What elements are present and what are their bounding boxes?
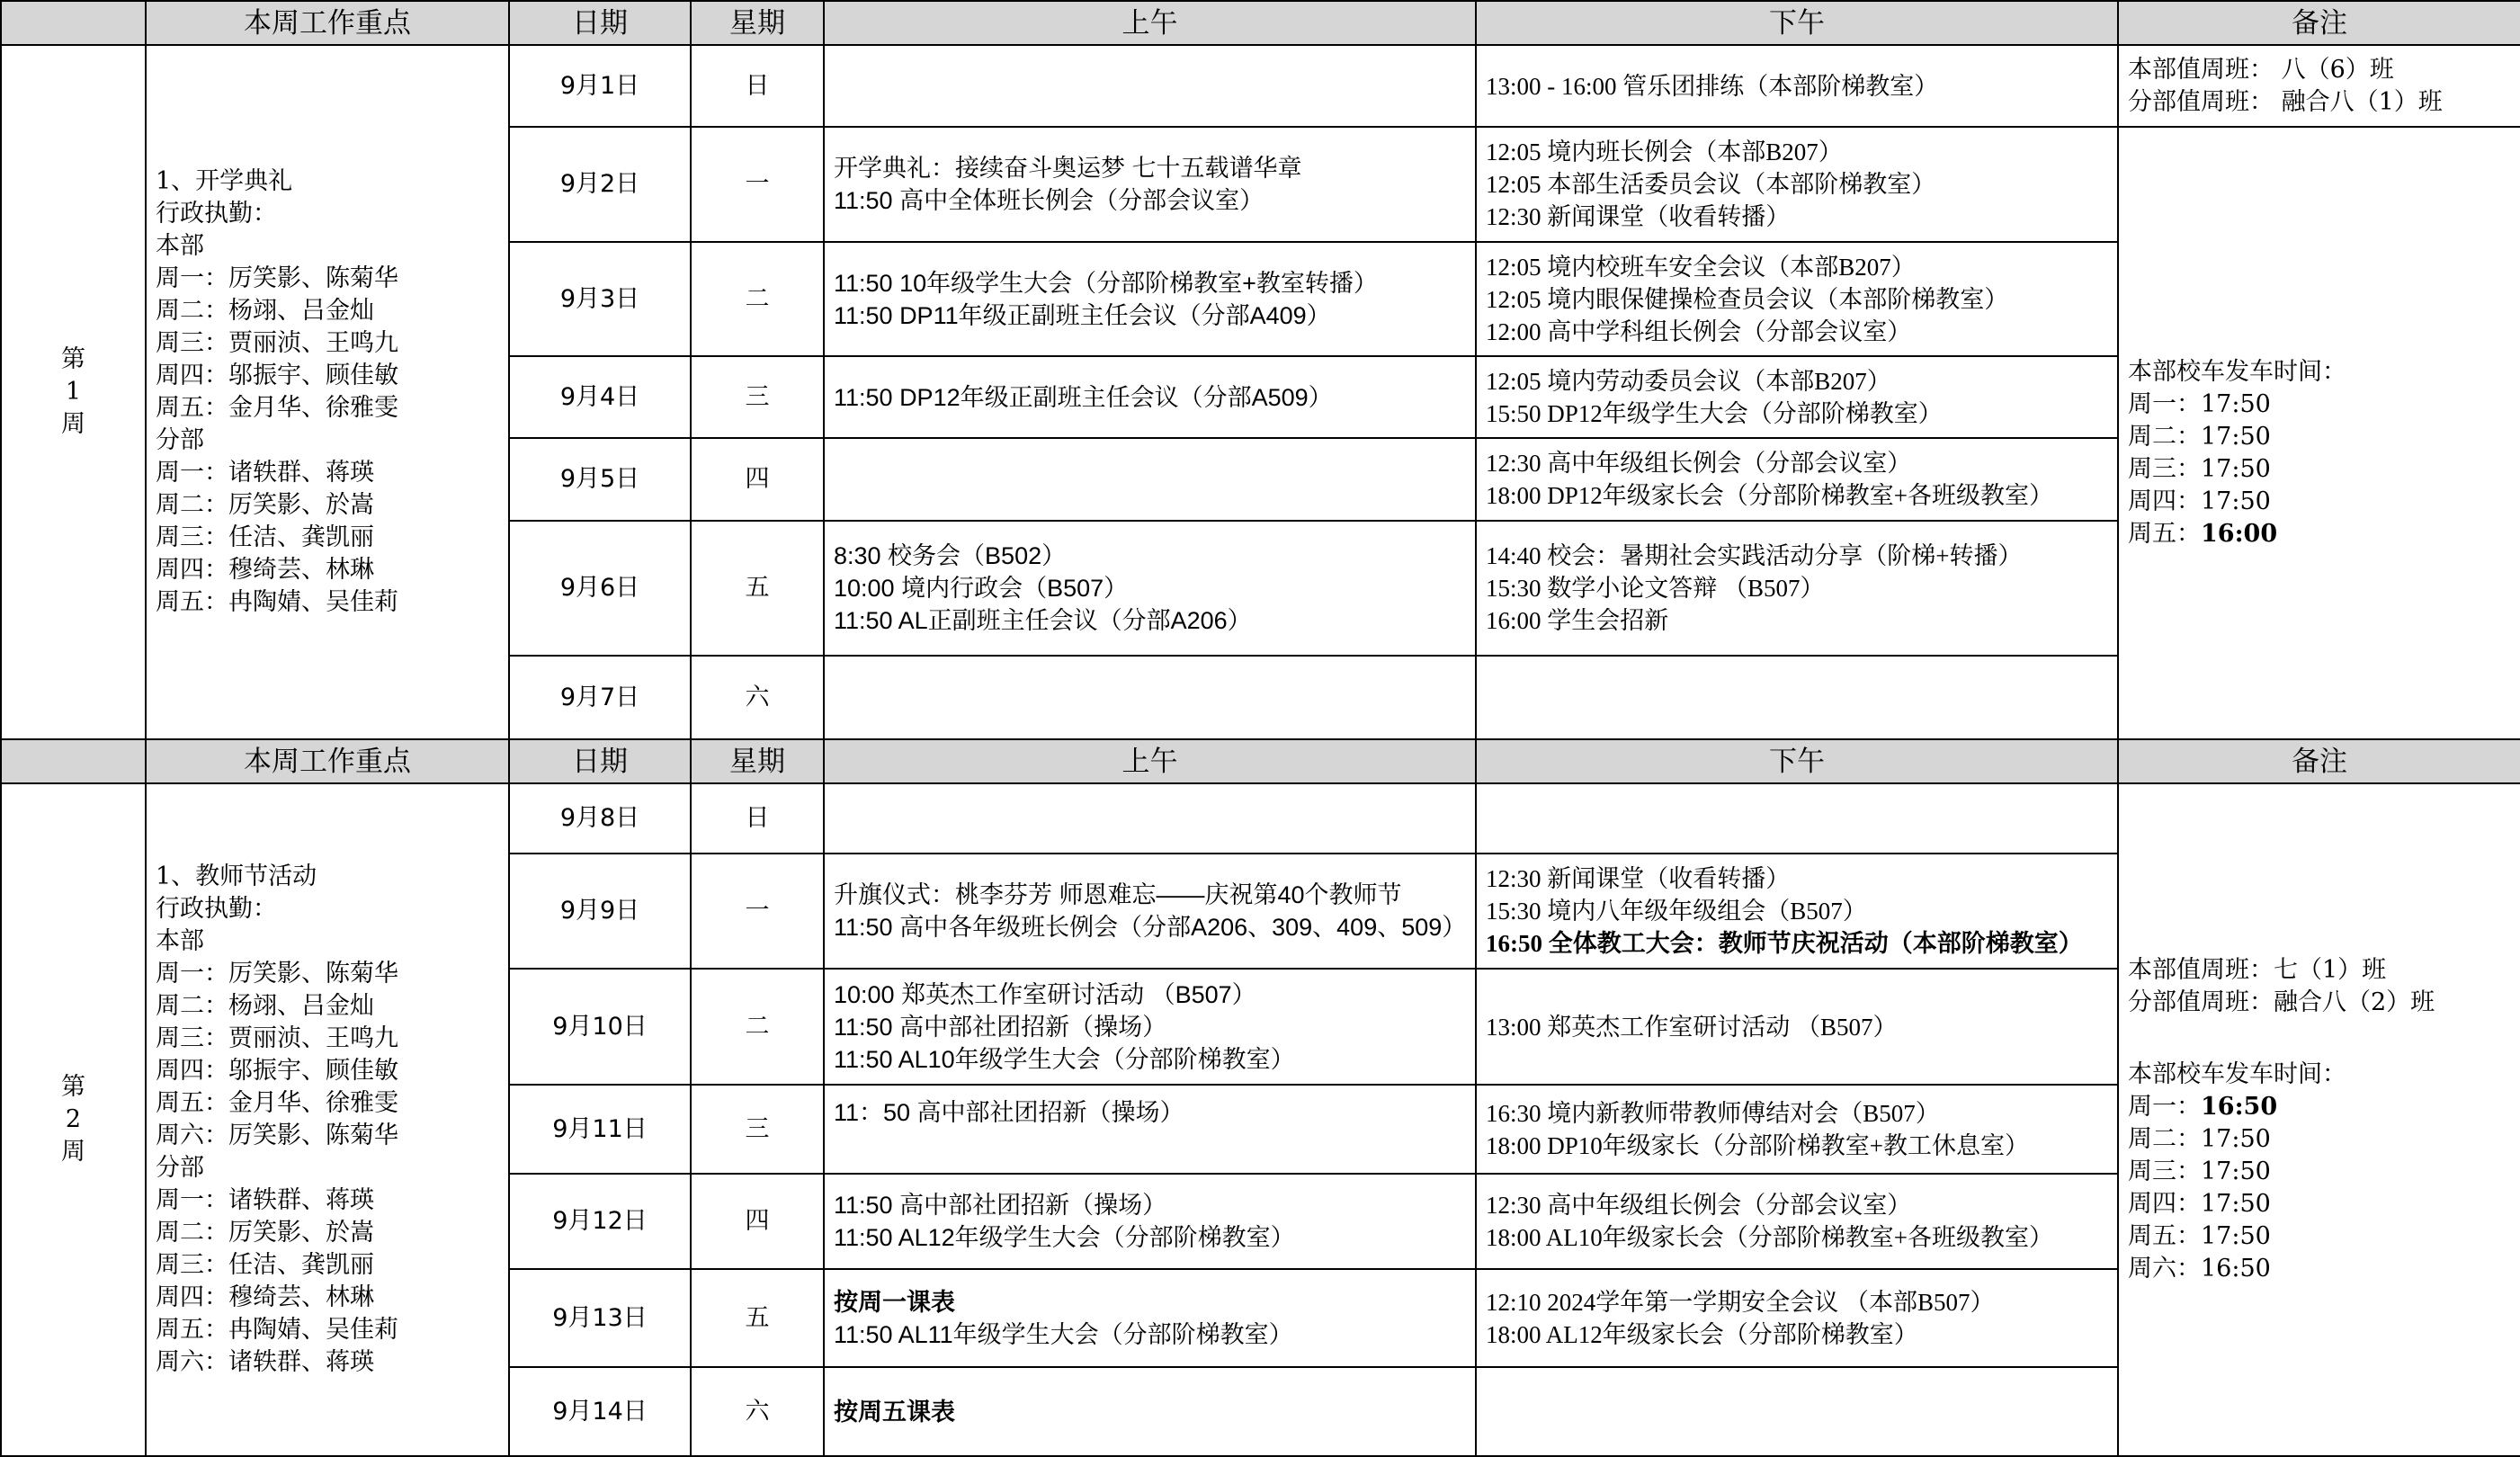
week1-date-2: 9月2日	[509, 127, 691, 242]
text-fragment: 17:50	[2201, 422, 2271, 451]
week2-pm-6	[1476, 1269, 2118, 1367]
text-line: 8:30 校务会（B502）	[834, 542, 1067, 569]
week1-date-3: 9月3日	[509, 242, 691, 356]
text-line: 按周一课表	[834, 1288, 955, 1316]
week1-pm-4	[1476, 356, 2118, 438]
text-line: 本部值周班： 八（6）班	[2128, 55, 2394, 84]
week1-weekday-4: 三	[691, 356, 824, 438]
header-blank	[1, 1, 146, 45]
text-line: 11:50 10年级学生大会（分部阶梯教室+教室转播）	[834, 269, 1378, 297]
text-line: 按周五课表	[834, 1398, 955, 1426]
text-line: 18:00 AL10年级家长会（分部阶梯教室+各班级教室）	[1486, 1224, 2053, 1251]
text-fragment: 周一：	[2128, 389, 2201, 418]
text-line: 15:50 DP12年级学生大会（分部阶梯教室）	[1486, 399, 1943, 427]
text-line: 第	[61, 1073, 85, 1101]
week2-pm-4	[1476, 1085, 2118, 1174]
text-line: 11:50 高中部社团招新（操场）	[834, 1013, 1167, 1041]
text-fragment: 周二：	[2128, 422, 2201, 451]
week1-weekday-5: 四	[691, 438, 824, 521]
text-line: 10:00 境内行政会（B507）	[834, 575, 1129, 602]
header-blank-2	[1, 739, 146, 783]
text-fragment: 17:50	[2201, 1190, 2271, 1218]
text-line: 12:05 境内校班车安全会议（本部B207）	[1486, 253, 1916, 281]
text-line: 12:05 境内班长例会（本部B207）	[1486, 139, 1843, 165]
week2-weekday-5: 四	[691, 1174, 824, 1269]
week1-am-5	[824, 438, 1476, 521]
text-line: 11:50 DP11年级正副班主任会议（分部A409）	[834, 301, 1331, 329]
week1-weekday-2: 一	[691, 127, 824, 242]
week1-am-7	[824, 656, 1476, 739]
text-line: 18:00 DP10年级家长（分部阶梯教室+教工休息室）	[1486, 1131, 2029, 1159]
text-line: 周四：邬振宇、顾佳敏	[156, 1057, 398, 1085]
week2-pm-5	[1476, 1174, 2118, 1269]
week1-duty-notes	[2118, 45, 2520, 127]
week2-focus	[146, 783, 509, 1456]
text-fragment: 16:50	[2201, 1255, 2271, 1283]
text-fragment: 17:50	[2201, 1158, 2271, 1185]
text-line	[2128, 1123, 2511, 1156]
text-fragment: 周三：	[2128, 1158, 2201, 1185]
week1-am-1	[824, 45, 1476, 127]
text-line	[2128, 1188, 2511, 1220]
text-line: 12:00 高中学科组长例会（分部会议室）	[1486, 317, 1912, 345]
text-line: 18:00 AL12年级家长会（分部阶梯教室）	[1486, 1320, 1918, 1348]
text-fragment: 周五：	[2128, 1222, 2201, 1250]
week1-date-7: 9月7日	[509, 656, 691, 739]
text-line: 行政执勤：	[156, 895, 277, 923]
text-line: 开学典礼：接续奋斗奥运梦 七十五载谱华章	[834, 155, 1302, 182]
text-line: 11：50 高中部社团招新（操场）	[834, 1099, 1184, 1126]
text-line: 周二：厉笑影、於嵩	[156, 491, 374, 519]
text-line: 本部值周班：七（1）班	[2128, 956, 2387, 984]
text-line: 分部	[156, 426, 204, 454]
week2-date-1: 9月8日	[509, 783, 691, 854]
text-line: 12:05 境内眼保健操检查员会议（本部阶梯教室）	[1486, 285, 2009, 313]
text-line: 12:30 高中年级组长例会（分部会议室）	[1486, 450, 1912, 477]
week2-date-3: 9月10日	[509, 969, 691, 1085]
week2-am-1	[824, 783, 1476, 854]
text-line: 周一：厉笑影、陈菊华	[156, 264, 398, 292]
text-line: 16:50 全体教工大会：教师节庆祝活动（本部阶梯教室）	[1486, 930, 2083, 957]
text-line: 10:00 郑英杰工作室研讨活动 （B507）	[834, 980, 1256, 1008]
text-line: 16:00 学生会招新	[1486, 607, 1669, 634]
text-line	[2128, 486, 2511, 518]
text-line: 周一：诸轶群、蒋瑛	[156, 459, 374, 487]
week1-bus-notes	[2118, 127, 2520, 739]
text-line: 16:30 境内新教师带教师傅结对会（B507）	[1486, 1099, 1940, 1127]
week2-pm-2	[1476, 854, 2118, 969]
header-morning-2: 上午	[824, 739, 1476, 783]
text-line: 11:50 高中部社团招新（操场）	[834, 1192, 1167, 1219]
text-fragment: 周一：	[2128, 1093, 2201, 1121]
text-fragment: 周五：	[2128, 519, 2201, 548]
header-notes: 备注	[2118, 1, 2520, 45]
text-fragment: 17:50	[2201, 1222, 2271, 1250]
text-fragment: 周三：	[2128, 454, 2201, 483]
text-line: 11:50 AL10年级学生大会（分部阶梯教室）	[834, 1045, 1295, 1073]
week2-date-7: 9月14日	[509, 1367, 691, 1456]
week1-label	[1, 45, 146, 739]
text-line: 12:10 2024学年第一学期安全会议 （本部B507）	[1486, 1288, 1995, 1316]
spacer	[2128, 317, 2511, 356]
week1-pm-7	[1476, 656, 2118, 739]
text-line: 2	[65, 1105, 82, 1133]
text-line: 12:05 境内劳动委员会议（本部B207）	[1486, 367, 1891, 395]
text-fragment: 17:50	[2201, 1125, 2271, 1153]
week2-notes	[2118, 783, 2520, 1456]
text-line: 周一：诸轶群、蒋瑛	[156, 1186, 374, 1214]
week1-row-1	[1, 45, 2520, 127]
text-fragment: 16:00	[2201, 519, 2278, 548]
text-line: 本部校车发车时间：	[2128, 357, 2346, 386]
text-line	[2128, 1220, 2511, 1253]
week1-pm-2	[1476, 127, 2118, 242]
week2-weekday-1: 日	[691, 783, 824, 854]
week1-date-1: 9月1日	[509, 45, 691, 127]
week2-pm-1	[1476, 783, 2118, 854]
text-line: 11:50 AL正副班主任会议（分部A206）	[834, 607, 1252, 634]
week1-am-2	[824, 127, 1476, 242]
text-line: 11:50 DP12年级正副班主任会议（分部A509）	[834, 383, 1333, 411]
week2-weekday-2: 一	[691, 854, 824, 969]
text-line: 周六：诸轶群、蒋瑛	[156, 1348, 374, 1376]
text-line: 周五：冉陶婧、吴佳莉	[156, 588, 398, 616]
text-line: 14:40 校会：暑期社会实践活动分享（阶梯+转播）	[1486, 542, 2023, 569]
text-line: 18:00 DP12年级家长会（分部阶梯教室+各班级教室）	[1486, 482, 2053, 509]
week2-date-5: 9月12日	[509, 1174, 691, 1269]
text-line: 周二：厉笑影、於嵩	[156, 1219, 374, 1247]
text-line: 12:30 高中年级组长例会（分部会议室）	[1486, 1192, 1912, 1219]
text-fragment: 周二：	[2128, 1125, 2201, 1153]
week1-pm-1	[1476, 45, 2118, 127]
text-line: 行政执勤：	[156, 200, 277, 228]
text-line: 周四：穆绮芸、林琳	[156, 556, 374, 584]
text-fragment: 周四：	[2128, 1190, 2201, 1218]
week1-am-4	[824, 356, 1476, 438]
text-line: 分部	[156, 1154, 204, 1182]
text-line: 周	[61, 410, 85, 438]
week1-header-row	[1, 1, 2520, 45]
text-line: 周六：厉笑影、陈菊华	[156, 1122, 398, 1149]
week2-weekday-6: 五	[691, 1269, 824, 1367]
week2-pm-7	[1476, 1367, 2118, 1456]
week2-label	[1, 783, 146, 1456]
header-morning: 上午	[824, 1, 1476, 45]
text-line: 12:05 本部生活委员会议（本部阶梯教室）	[1486, 171, 1936, 198]
week2-weekday-3: 二	[691, 969, 824, 1085]
week1-date-6: 9月6日	[509, 521, 691, 656]
text-line: 11:50 AL11年级学生大会（分部阶梯教室）	[834, 1320, 1293, 1348]
text-line: 本部	[156, 927, 204, 955]
header-notes-2: 备注	[2118, 739, 2520, 783]
text-line: 周三：贾丽浈、王鸣九	[156, 1024, 398, 1052]
text-line: 周四：穆绮芸、林琳	[156, 1283, 374, 1311]
text-line	[2128, 421, 2511, 453]
week1-weekday-7: 六	[691, 656, 824, 739]
text-line: 周五：冉陶婧、吴佳莉	[156, 1316, 398, 1344]
text-line: 1、开学典礼	[156, 167, 293, 195]
text-line: 周二：杨翊、吕金灿	[156, 992, 374, 1020]
week1-weekday-3: 二	[691, 242, 824, 356]
text-line	[2128, 453, 2511, 486]
text-line: 周四：邬振宇、顾佳敏	[156, 362, 398, 389]
text-line: 第	[61, 345, 85, 373]
text-line	[2128, 1253, 2511, 1285]
text-line: 周二：杨翊、吕金灿	[156, 297, 374, 325]
week1-weekday-6: 五	[691, 521, 824, 656]
text-line: 本部	[156, 232, 204, 260]
text-line: 分部值周班： 融合八（1）班	[2128, 87, 2443, 116]
text-line: 周五：金月华、徐雅雯	[156, 394, 398, 422]
week2-row-1	[1, 783, 2520, 854]
week2-pm-3	[1476, 969, 2118, 1085]
header-weekday: 星期	[691, 1, 824, 45]
text-line: 周三：任洁、龚凯丽	[156, 1251, 374, 1279]
text-line: 13:00 郑英杰工作室研讨活动 （B507）	[1486, 1013, 1898, 1041]
text-line	[2128, 1091, 2511, 1123]
text-fragment: 周六：	[2128, 1255, 2201, 1283]
text-line: 11:50 AL12年级学生大会（分部阶梯教室）	[834, 1224, 1295, 1251]
header-weekday-2: 星期	[691, 739, 824, 783]
week2-date-4: 9月11日	[509, 1085, 691, 1174]
text-line: 周	[61, 1138, 85, 1166]
week1-pm-3	[1476, 242, 2118, 356]
week2-am-4	[824, 1085, 1476, 1174]
text-line: 周五：金月华、徐雅雯	[156, 1089, 398, 1117]
text-line: 11:50 高中各年级班长例会（分部A206、309、409、509）	[834, 914, 1467, 941]
header-afternoon-2: 下午	[1476, 739, 2118, 783]
week2-date-6: 9月13日	[509, 1269, 691, 1367]
text-fragment: 17:50	[2201, 389, 2271, 418]
text-line: 1、教师节活动	[156, 863, 317, 890]
header-focus: 本周工作重点	[146, 1, 509, 45]
week2-weekday-7: 六	[691, 1367, 824, 1456]
text-line: 15:30 境内八年级年级组会（B507）	[1486, 898, 1867, 925]
header-date: 日期	[509, 1, 691, 45]
text-fragment: 17:50	[2201, 454, 2271, 483]
text-fragment: 17:50	[2201, 487, 2271, 515]
spacer	[2128, 1019, 2511, 1059]
week2-date-2: 9月9日	[509, 854, 691, 969]
week1-date-5: 9月5日	[509, 438, 691, 521]
week2-weekday-4: 三	[691, 1085, 824, 1174]
text-line: 1	[65, 378, 82, 406]
week2-am-5	[824, 1174, 1476, 1269]
week2-am-2	[824, 854, 1476, 969]
header-date-2: 日期	[509, 739, 691, 783]
text-line	[2128, 389, 2511, 421]
week2-header-row	[1, 739, 2520, 783]
text-fragment: 16:50	[2201, 1093, 2278, 1121]
text-line: 分部值周班：融合八（2）班	[2128, 988, 2435, 1016]
text-line: 13:00 - 16:00 管乐团排练（本部阶梯教室）	[1486, 72, 1939, 100]
text-line: 15:30 数学小论文答辩 （B507）	[1486, 575, 1825, 602]
header-afternoon: 下午	[1476, 1, 2118, 45]
week1-pm-6	[1476, 521, 2118, 656]
text-line	[2128, 518, 2511, 550]
week2-am-6	[824, 1269, 1476, 1367]
text-line: 本部校车发车时间：	[2128, 1060, 2346, 1088]
week1-am-3	[824, 242, 1476, 356]
text-line: 周一：厉笑影、陈菊华	[156, 960, 398, 988]
text-fragment: 周四：	[2128, 487, 2201, 515]
week1-pm-5	[1476, 438, 2118, 521]
text-line	[2128, 1156, 2511, 1188]
text-line: 12:30 新闻课堂（收看转播）	[1486, 865, 1791, 892]
text-line: 12:30 新闻课堂（收看转播）	[1486, 203, 1791, 230]
header-focus-2: 本周工作重点	[146, 739, 509, 783]
week2-am-3	[824, 969, 1476, 1085]
text-line: 11:50 高中全体班长例会（分部会议室）	[834, 187, 1264, 214]
text-line: 升旗仪式：桃李芬芳 师恩难忘——庆祝第40个教师节	[834, 881, 1402, 908]
week1-focus	[146, 45, 509, 739]
week2-am-7	[824, 1367, 1476, 1456]
week1-weekday-1: 日	[691, 45, 824, 127]
text-line: 周三：任洁、龚凯丽	[156, 523, 374, 551]
week1-am-6	[824, 521, 1476, 656]
week1-date-4: 9月4日	[509, 356, 691, 438]
text-line: 周三：贾丽浈、王鸣九	[156, 329, 398, 357]
